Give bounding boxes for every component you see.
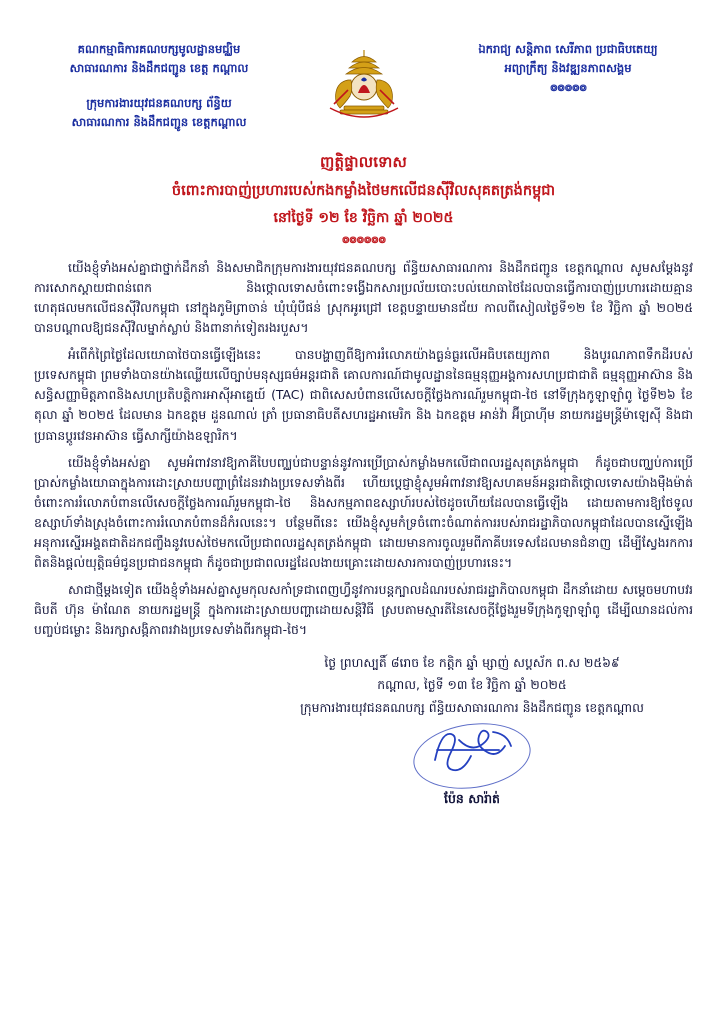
youth-working-group-line-1: ក្រុមការងារយុវជនគណបក្ស ព័ន្ធិយ <box>86 95 232 110</box>
document-body <box>34 258 693 641</box>
signer-name: ប៉ែន សារ៉ាត់ <box>444 790 500 806</box>
place-and-date-line: កណ្តាល, ថ្ងៃទី ១៣ ខែ វិច្ឆិកា ឆ្នាំ ២០២៥ <box>377 676 567 692</box>
title-line-1: ញត្តិផ្ទាលទោស <box>320 153 407 172</box>
title-line-2: ចំពោះការបាញ់ប្រហារបេស់កងកម្លាំងថៃមកលើជនស៊ីវិលសុគតត្រង់កម្ពុជា <box>171 183 556 200</box>
header-right-block <box>443 26 693 97</box>
header-left-block <box>34 26 284 133</box>
party-committee-line-1: គណកម្មាធិការគណបក្សមូលដ្ឋានមជ្ឈិម <box>77 42 241 56</box>
paragraph-3: យើងខ្ញុំទាំងអស់គ្នា សូមអំពាវនាវឱ្យភាគីបៃបញ្ឈប់ជាបន្ទាន់នូវការប្រើប្រាស់កម្លាំងមកលើជាពលរដ្ឋសុតត្រង់កម្ពុជា ក៏ដូចជាបញ្ឈប់ការប្រើប្រាស់កម្លាំងយោធាក្នុងការដោះស្រាយបញ្ហាព្រំដែនរវាងប្រទេសទាំងពីរ ហើយប្តេជ្ញាខ្ញុំសូមអំពាវនាវឱ្យសហគមន៍អន្តរជាតិថ្កោលទោសយ៉ាងម៉ឺងម៉ាត់ចំពោះការរំលោភបំពានលើសេចក្តីថ្លែងការណ៍រួមកម្ពុជា-ថៃ និងសកម្មភាពឧស្សាហ៍របស់ថៃដូចហើយដែលបានធ្វើឡើង ដោយតាមការឱ្យថែទូលឧស្សាហ៍ទាំងស្រុងចំពោះការរំលោភបំពានដ៏កំរលនេះ។ បន្ថែមពីនេះ យើងខ្ញុំសូមកំទ្រចំពោះចំណាត់ការរបស់រាជរដ្ឋាភិបាលកម្ពុជាដែលបានស្នើឡើងអនុការស្នើរអង្គតជាតិដកជញ្ចឹងនូវបេស់ថៃមកលើប្រជាពលរដ្ឋសុតត្រង់កម្ពុជា ដោយមានការចូលរួមពីភាគីបរទេសដែលមានជំនាញ ដើម្បីស្វែងរកការពិតនិងផ្តល់យុត្តិធម៌ជូនប្រជាជនកម្ពុជា ក៏ដូចជាប្រជាពលរដ្ឋដែលងាយគ្រោះដោយសារការបាញ់ប្រហារនេះ។ <box>34 454 693 571</box>
signing-organization: ក្រុមការងារយុវជនគណបក្ស ព័ន្ធិយសាធារណការ និងដឹកជញ្ជូន ខេត្តកណ្តាល <box>300 699 644 715</box>
emblem-container <box>304 26 424 124</box>
paragraph-4: សាជាថ្មីម្តងទៀត យើងខ្ញុំទាំងអស់គ្នាសូមកុលសកាំទ្រជាពេញហ្វឹនូវការបន្តក្បាលដំណរបស់រាជរដ្ឋាភិបាលកម្ពុជា ដឹកនាំដោយ សម្តេចមហាបវរធិបតី ហ៊ុន ម៉ាណែត នាយករដ្ឋមន្ត្រី ក្នុងការដោះស្រាយបញ្ហាដោយសន្តិវិធី ស្របតាមស្មារតីនៃសេចក្តីថ្លែងរួមទីក្រុងកូឡាឡាំពូ ដើម្បីឈានដល់ការបញ្ចប់ជម្លោះ និងរក្សាសង្កិភាពរវាងប្រទេសទាំងពីរកម្ពុជា-ថៃ។ <box>34 582 693 638</box>
signature-graphic <box>257 720 687 794</box>
title-line-3: នៅថ្ងៃទី ១២ ខែ វិច្ឆិកា ឆ្នាំ ២០២៥ <box>273 209 454 226</box>
decorative-divider-right: ៙៙៙៙៙ <box>549 82 587 94</box>
buddhist-date-line: ថ្ងៃ ព្រហស្បតិ៍ ៨រោច ខែ កត្តិក ឆ្នាំ ម្សាញ់ សប្តស័ក ព.ស ២៥៦៩ <box>324 655 620 671</box>
signature-block <box>257 652 687 808</box>
document-title-block <box>34 153 693 248</box>
national-motto-line-1: ឯករាជ្យ សន្តិភាព សេរីភាព ប្រជាធិបតេយ្យ <box>478 42 658 56</box>
paragraph-2: អំពើកំព្រៃថ្ងៃដែលយោធាថៃបានធ្វើឡើងនេះ បានបង្ហាញពីឱ្យការរំលោភយ៉ាងធ្ងន់ធ្ងរលើអធិបតេយ្យភាព និងបូរណភាពទឹកដីរបស់ប្រទេសកម្ពុជា ព្រមទាំងបានយ៉ាងឈ្លើយលើច្បាប់មនុស្សធម៌អន្តរជាតិ គោលការណ៍ជាមូលដ្ឋាននៃធម្មនុញ្ញអង្គការសហប្រជាជាតិ ធម្មនុញ្ញអាស៊ាន និងសន្ធិសញ្ញាមិត្តភាពនិងសហប្រតិបត្តិការអាស៊ីអាគ្នេយ៍ (TAC) ជាពិសេសបំពានលើសេចក្តីថ្លែងការណ៍រួមកម្ពុជា-ថៃ នៅទីក្រុងកូឡាឡាំពូ ថ្ងៃទី២៦ ខែតុលា ឆ្នាំ ២០២៥ ដែលមាន ឯកឧត្តម ​ដួនណាល់ ត្រាំ ប្រធានាធិបតីសហរដ្ឋអាមេរិក និង ឯកឧត្តម អាន់វ៉ា អ៊ីប្រាហ៊ីម នាយករដ្ឋមន្ត្រីម៉ាឡេស៊ី និងជាប្រធានប្តូរវេនអាស៊ាន ធ្វើសាក្សីយ៉ាងឧឡារិក។ <box>34 347 693 443</box>
cambodia-national-emblem-icon <box>318 46 410 124</box>
document-header <box>34 26 693 133</box>
national-motto-line-2: អព្យាក្រឹត្យ និងវឌ្ឍនភាពសង្គម <box>504 60 632 75</box>
handwritten-signature-icon <box>397 720 547 778</box>
party-committee-line-2: សាធារណការ និងដឹកជញ្ជូន ខេត្ត កណ្តាល <box>69 60 249 75</box>
title-decorative-divider: ៙៙៙៙៙៙ <box>341 234 386 246</box>
paragraph-1: យើងខ្ញុំទាំងអស់គ្នាជាថ្នាក់ដឹកនាំ និងសមាជិកក្រុមការងារយុវជនគណបក្ស ព័ន្ធិយសាធារណការ និងដឹកជញ្ជូន ខេត្តកណ្តាល សូមសម្តែងនូវការសោកស្តាយជាពន់ពេក និងថ្កោលទោសចំពោះទង្វើឯកសារប្រល័យបោះបល់យោធាថៃដែលបានធ្វើការបាញ់ប្រហារដោយគ្មានហេតុផលមកលើជនស៊ីវិលកម្ពុជា នៅក្នុងភូមិព្រាចាន់ ឃុំឃុំបីផន់ ស្រុកអូរជ្រៅ ខេត្តបន្ទាយមានជ័យ កាលពីសៀលថ្ងៃទី១២ ខែ វិច្ឆិកា ឆ្នាំ ២០២៥ បានបណ្តាលឱ្យជនស៊ីវិលម្នាក់ស្លាប់ និងពានាក់ទៀតរងរបួស។ <box>34 259 693 336</box>
youth-working-group-line-2: សាធារណការ និងដឹកជញ្ជូន ខេត្តកណ្តាល <box>71 115 247 130</box>
